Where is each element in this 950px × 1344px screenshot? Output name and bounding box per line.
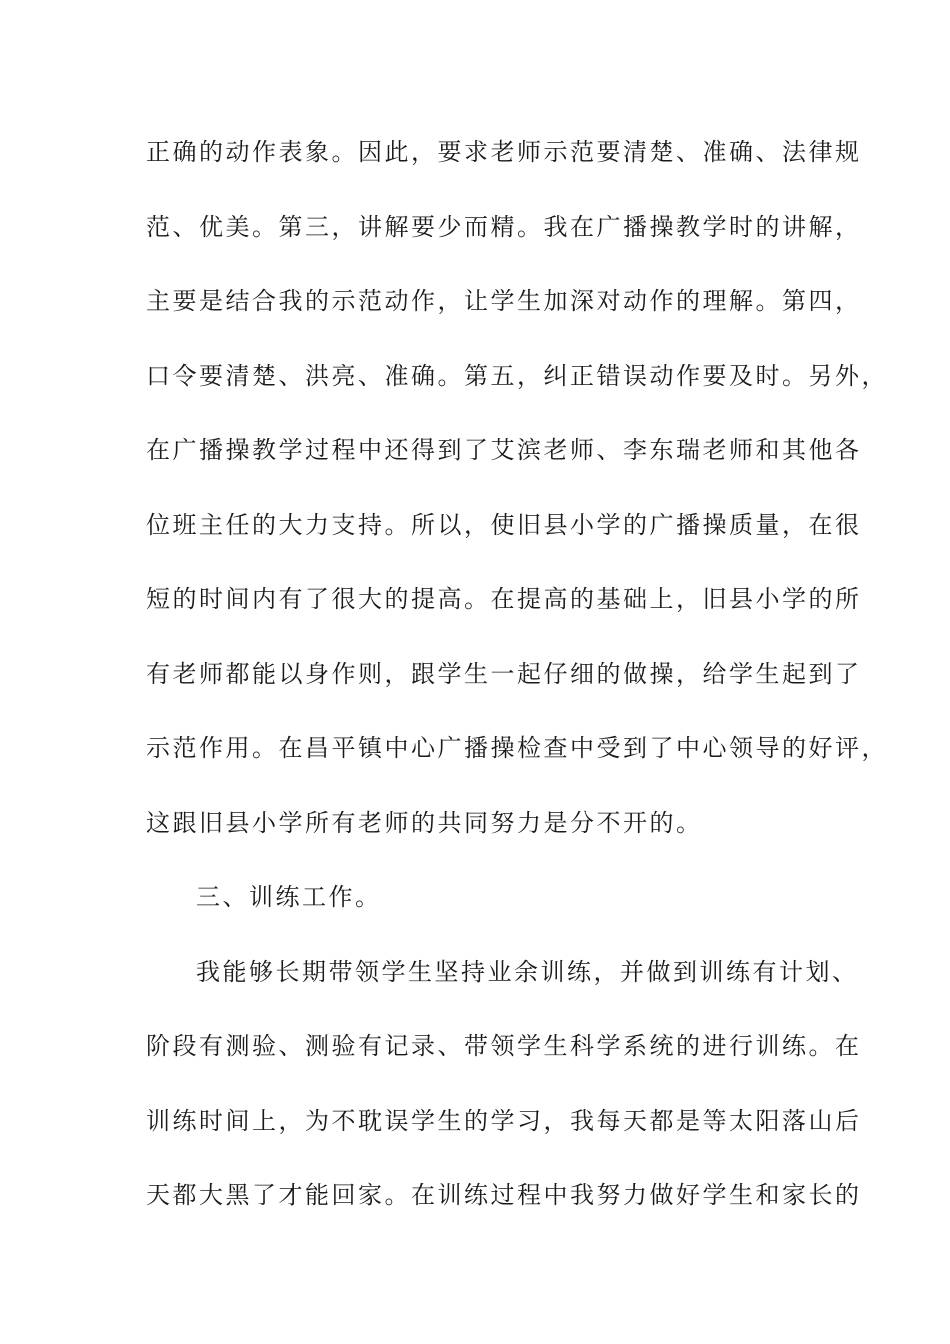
text-line: 阶段有测验、测验有记录、带领学生科学系统的进行训练。在 <box>146 1032 862 1060</box>
text-line: 天都大黑了才能回家。在训练过程中我努力做好学生和家长的 <box>146 1181 862 1209</box>
text-line: 我能够长期带领学生坚持业余训练，并做到训练有计划、 <box>196 957 859 986</box>
section-heading: 三、训练工作。 <box>196 883 382 911</box>
text-line: 正确的动作表象。因此，要求老师示范要清楚、准确、法律规 <box>146 138 862 166</box>
text-line: 口令要清楚、洪亮、准确。第五，纠正错误动作要及时。另外， <box>146 361 888 390</box>
text-line: 范、优美。第三，讲解要少而精。我在广播操教学时的讲解， <box>146 212 862 241</box>
text-line: 位班主任的大力支持。所以，使旧县小学的广播操质量，在很 <box>146 510 862 539</box>
text-line: 这跟旧县小学所有老师的共同努力是分不开的。 <box>146 808 703 837</box>
text-line: 短的时间内有了很大的提高。在提高的基础上，旧县小学的所 <box>146 585 862 613</box>
text-line: 示范作用。在昌平镇中心广播操检查中受到了中心领导的好评， <box>146 734 888 762</box>
text-line: 主要是结合我的示范动作，让学生加深对动作的理解。第四， <box>146 287 862 315</box>
text-line: 有老师都能以身作则，跟学生一起仔细的做操，给学生起到了 <box>146 659 862 688</box>
text-line: 训练时间上，为不耽误学生的学习，我每天都是等太阳落山后 <box>146 1106 862 1135</box>
text-line: 在广播操教学过程中还得到了艾滨老师、李东瑞老师和其他各 <box>146 436 862 464</box>
document-body <box>146 128 888 1246</box>
